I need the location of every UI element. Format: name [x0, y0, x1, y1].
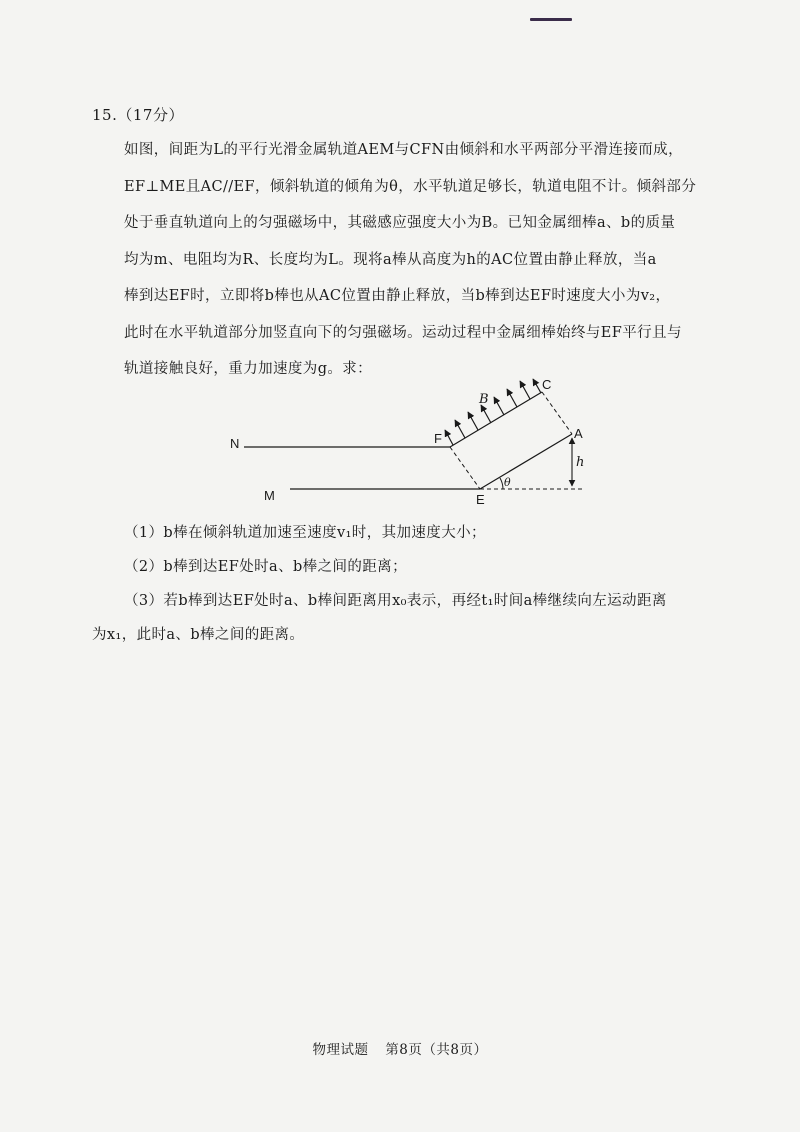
stem-line: 处于垂直轨道向上的匀强磁场中，其磁感应强度大小为B。已知金属细棒a、b的质量	[124, 215, 676, 231]
label-theta: θ	[504, 476, 511, 489]
subquestion-2: （2）b棒到达EF处时a、b棒之间的距离；	[124, 559, 407, 575]
stem-line: 轨道接触良好，重力加速度为g。求：	[124, 361, 373, 377]
theta-arc	[500, 478, 503, 489]
stem-line: 如图，间距为L的平行光滑金属轨道AEM与CFN由倾斜和水平两部分平滑连接而成，	[124, 142, 683, 158]
footer-page: 第8页（共8页）	[385, 1042, 488, 1058]
subquestion-3: （3）若b棒到达EF处时a、b棒间距离用x₀表示，再经t₁时间a棒继续向左运动距离	[124, 593, 667, 609]
field-arrow	[533, 379, 541, 393]
stem-line: 均为m、电阻均为R、长度均为L。现将a棒从高度为h的AC位置由静止释放，当a	[124, 251, 657, 268]
rail-ea	[480, 434, 572, 489]
field-arrow	[468, 412, 478, 430]
label-e: E	[476, 492, 485, 507]
page-footer	[0, 1038, 800, 1058]
field-arrow	[494, 397, 504, 415]
subquestion-1: （1）b棒在倾斜轨道加速至速度v₁时，其加速度大小；	[124, 525, 486, 541]
label-n: N	[230, 436, 240, 451]
field-arrow	[445, 430, 453, 445]
rail-diagram	[220, 378, 600, 508]
label-h: h	[576, 455, 585, 470]
question-number: 15.（17分）	[92, 106, 184, 124]
label-a: A	[574, 426, 583, 441]
label-b-field: B	[479, 392, 489, 407]
stem-line: 棒到达EF时，立即将b棒也从AC位置由静止释放，当b棒到达EF时速度大小为v₂，	[124, 288, 671, 304]
stem-line: EF⊥ME且AC//EF，倾斜轨道的倾角为θ，水平轨道足够长，轨道电阻不计。倾斜部分	[124, 178, 697, 195]
field-arrow	[507, 389, 517, 407]
stem-line: 此时在水平轨道部分加竖直向下的匀强磁场。运动过程中金属细棒始终与EF平行且与	[124, 324, 682, 341]
edge-ca	[542, 392, 572, 434]
scan-mark	[530, 18, 572, 21]
question-stem	[124, 132, 736, 388]
magnetic-field-arrows	[445, 379, 541, 445]
label-f: F	[434, 431, 442, 446]
subquestion-3-continued: 为x₁，此时a、b棒之间的距离。	[92, 627, 305, 643]
field-arrow	[520, 381, 530, 399]
label-c: C	[542, 378, 552, 392]
label-m: M	[264, 488, 275, 503]
edge-fe	[450, 447, 480, 489]
field-arrow	[481, 405, 491, 423]
footer-subject: 物理试题	[312, 1042, 369, 1058]
field-arrow	[455, 420, 465, 438]
